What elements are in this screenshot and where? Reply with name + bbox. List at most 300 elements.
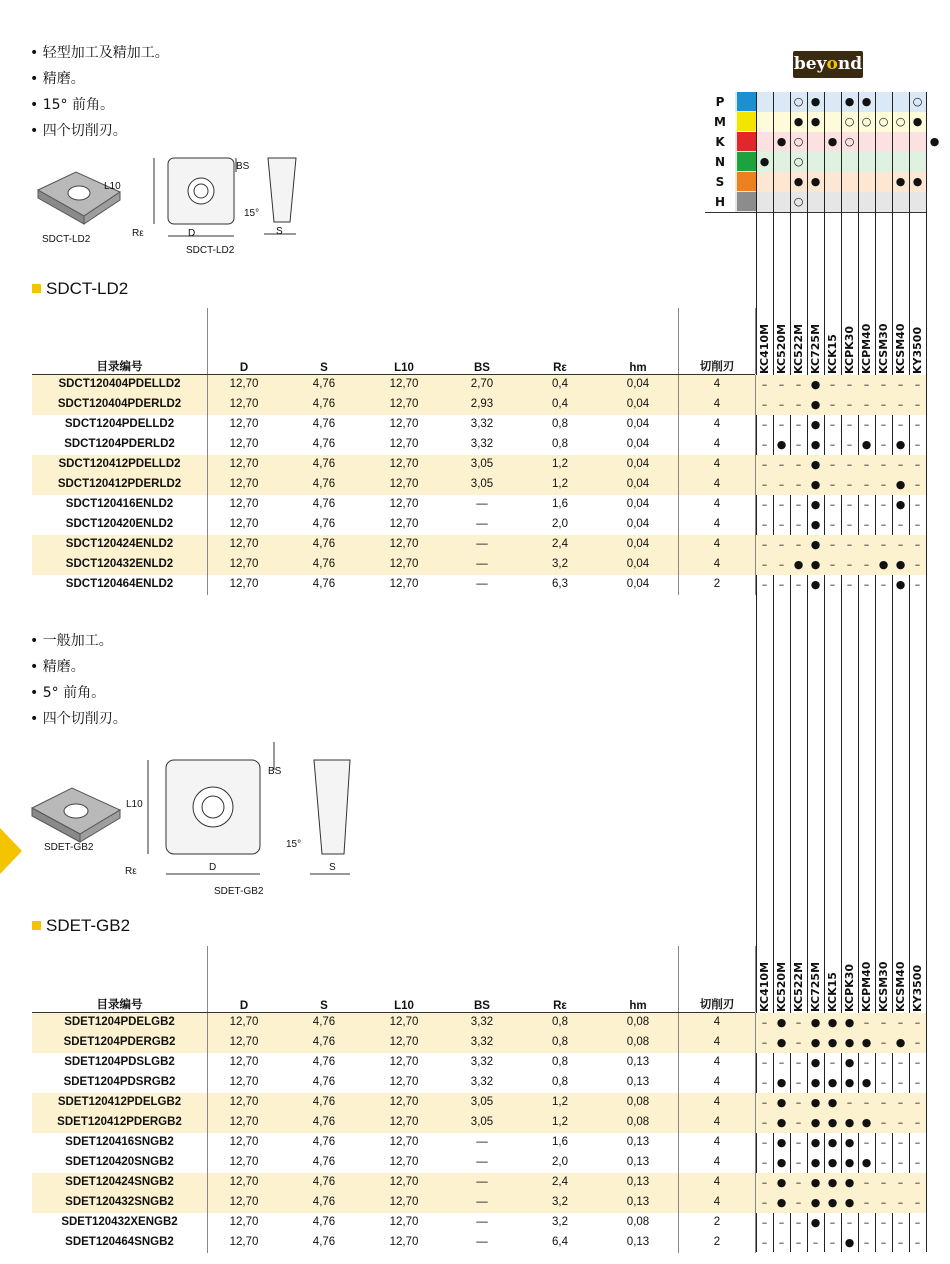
iso-color-swatch [737,192,756,211]
grade-cell: – [795,1216,802,1229]
grade-row [756,1193,926,1213]
grade-cell: – [795,458,802,471]
cell-code: SDET120424SNGB2 [65,1176,174,1188]
grade-cell: – [778,1236,785,1249]
feature-bullet: • 精磨。 [30,66,169,92]
cell-bs: 3,05 [470,478,494,490]
feature-bullet: • 5° 前角。 [30,680,127,706]
grade-cell: – [880,1136,887,1149]
cell-edges: 4 [713,538,721,550]
cell-hm: 0,04 [626,458,650,470]
cell-d: 12,70 [229,498,259,510]
grade-cell: – [795,1076,802,1089]
cell-l10: 12,70 [389,1076,419,1088]
grade-cell: ● [827,1096,838,1109]
cell-hm: 0,08 [626,1216,650,1228]
grade-cell: – [880,1036,887,1049]
grade-cell: – [846,518,853,531]
insert-side-view [310,760,350,874]
table-row [32,475,755,495]
grade-cell: – [778,558,785,571]
grade-cell: – [914,1096,921,1109]
grade-row [756,1033,926,1053]
iso-cell [824,112,841,132]
grade-cell: ● [827,1116,838,1129]
cell-code: SDCT120412PDERLD2 [57,478,182,490]
grade-cell: – [761,1196,768,1209]
grade-cell: – [761,1056,768,1069]
iso-cell: ○ [861,115,872,128]
cell-code: SDET1204PDELGB2 [64,1016,175,1028]
cell-bs: — [476,1196,488,1208]
cell-edges: 4 [713,518,721,530]
grade-label-kcpk30: KCPK30 [843,326,856,374]
label-re: Rε [125,866,137,877]
iso-cell: ● [827,135,838,148]
grade-cell: – [795,1036,802,1049]
label-s: S [276,226,283,237]
grade-cell: – [761,1036,768,1049]
cell-d: 12,70 [229,478,259,490]
cell-bs: 3,05 [470,458,494,470]
cell-re: 0,8 [552,438,568,450]
cell-l10: 12,70 [389,1056,419,1068]
grade-label-kck15: KCK15 [826,334,839,374]
cell-edges: 4 [713,1096,721,1108]
cell-bs: 3,05 [470,1096,494,1108]
grade-cell: – [778,578,785,591]
cell-d: 12,70 [229,398,259,410]
column-divider [678,1033,679,1053]
grade-cell: – [795,1116,802,1129]
grade-cell: ● [861,1036,872,1049]
column-divider [207,1033,208,1053]
iso-cell: ○ [895,115,906,128]
grade-cell: – [829,558,836,571]
cell-l10: 12,70 [389,1136,419,1148]
cell-hm: 0,13 [626,1196,650,1208]
grade-cell: – [795,1136,802,1149]
cell-s: 4,76 [312,498,336,510]
cell-code: SDET120416SNGB2 [65,1136,174,1148]
cell-d: 12,70 [229,1036,259,1048]
grade-cell: ● [844,1176,855,1189]
cell-hm: 0,13 [626,1056,650,1068]
iso-cell: ○ [844,135,855,148]
col-header-re: Rε [553,362,567,374]
iso-cell [773,92,790,112]
grade-cell: – [914,558,921,571]
feature-bullet: • 轻型加工及精加工。 [30,40,169,66]
feature-bullet: • 四个切削刃。 [30,118,169,144]
grade-cell: ● [810,398,821,411]
cell-s: 4,76 [312,438,336,450]
cell-re: 0,4 [552,398,568,410]
grade-cell: ● [895,498,906,511]
cell-edges: 4 [713,478,721,490]
column-divider [207,475,208,495]
grade-cell: – [829,438,836,451]
cell-re: 1,6 [552,1136,568,1148]
grade-cell: ● [895,438,906,451]
grade-cell: – [829,1056,836,1069]
grade-label-ky3500: KY3500 [911,964,924,1012]
col-header-edges: 切削刃 [699,361,735,373]
cell-s: 4,76 [312,458,336,470]
grade-cell: – [761,398,768,411]
cell-s: 4,76 [312,1176,336,1188]
iso-cell [824,192,841,212]
grade-cell: ● [810,538,821,551]
col-header-l10: L10 [394,362,414,374]
grade-cell: – [914,1036,921,1049]
iso-cell [756,192,773,212]
cell-bs: — [476,538,488,550]
cell-s: 4,76 [312,478,336,490]
grade-cell: – [863,1136,870,1149]
iso-color-swatch [737,92,756,111]
col-header-bs: BS [474,1000,490,1012]
grade-cell: – [863,1236,870,1249]
column-divider [678,575,679,595]
grade-row [756,1153,926,1173]
iso-cell [773,152,790,172]
iso-cell [858,152,875,172]
grade-cell: – [761,478,768,491]
iso-cell [807,132,824,152]
grade-cell: ● [776,1096,787,1109]
column-divider [678,946,679,1012]
table-row [32,1033,755,1053]
grade-cell: – [795,538,802,551]
feature-list-2 [30,628,127,732]
grade-cell: ● [810,438,821,451]
iso-cell [892,152,909,172]
grade-cell: – [846,398,853,411]
grade-row [756,475,926,495]
grade-cell: – [914,458,921,471]
iso-cell [858,132,875,152]
iso-cell: ● [912,175,923,188]
iso-row-m [705,112,927,133]
cell-s: 4,76 [312,558,336,570]
grade-cell: – [914,1216,921,1229]
cell-bs: — [476,1216,488,1228]
grade-cell: – [829,378,836,391]
grade-cell: – [863,558,870,571]
grade-cell: – [829,418,836,431]
grade-cell: ● [810,558,821,571]
grade-row [756,1093,926,1113]
table-row [32,1193,755,1213]
grade-cell: ● [827,1076,838,1089]
cell-edges: 2 [713,578,721,590]
column-divider [678,455,679,475]
grade-cell: ● [776,1156,787,1169]
cell-bs: — [476,1156,488,1168]
cell-hm: 0,08 [626,1116,650,1128]
grade-cell: – [846,498,853,511]
iso-cell [824,152,841,172]
column-divider [207,515,208,535]
cell-l10: 12,70 [389,458,419,470]
grade-cell: ● [776,1196,787,1209]
cell-code: SDCT120420ENLD2 [65,518,174,530]
grade-cell: – [795,418,802,431]
iso-cell [824,92,841,112]
cell-d: 12,70 [229,1196,259,1208]
column-divider [207,1173,208,1193]
grade-cell: – [795,1096,802,1109]
column-divider [678,495,679,515]
cell-re: 3,2 [552,1216,568,1228]
cell-edges: 4 [713,498,721,510]
cell-l10: 12,70 [389,498,419,510]
cell-d: 12,70 [229,1096,259,1108]
grade-cell: – [846,378,853,391]
grade-cell: ● [776,1176,787,1189]
iso-cell: ● [776,135,787,148]
iso-cell [892,192,909,212]
section-title-sdct: SDCT-LD2 [32,279,128,299]
grade-cell: – [880,1116,887,1129]
iso-cell: ● [759,155,770,168]
insert-3d-icon [32,788,120,842]
grade-label-kc522m: KC522M [792,961,805,1012]
iso-cell: ● [912,115,923,128]
iso-cell [875,192,892,212]
cell-l10: 12,70 [389,558,419,570]
cell-code: SDET1204PDSLGB2 [64,1056,175,1068]
table-row [32,1233,755,1253]
grade-cell: – [897,1236,904,1249]
grade-cell: – [863,1196,870,1209]
cell-edges: 4 [713,398,721,410]
grade-cell: – [897,1116,904,1129]
col-header-l10: L10 [394,1000,414,1012]
iso-cell [773,172,790,192]
grade-cell: – [914,1016,921,1029]
grade-cell: – [914,1116,921,1129]
grade-cell: – [795,1236,802,1249]
grade-cell: – [829,498,836,511]
grade-cell: – [914,1196,921,1209]
column-divider [207,455,208,475]
column-divider [207,1233,208,1253]
grade-cell: – [897,458,904,471]
col-header-code: 目录编号 [96,999,143,1011]
column-divider [678,535,679,555]
grade-cell: ● [810,458,821,471]
cell-code: SDET120432SNGB2 [65,1196,174,1208]
iso-cell [926,152,943,172]
table-row [32,1153,755,1173]
grade-cell: – [761,518,768,531]
cell-code: SDCT120404PDERLD2 [57,398,182,410]
column-divider [207,415,208,435]
iso-cell [909,192,926,212]
cell-bs: — [476,1136,488,1148]
cell-s: 4,76 [312,1196,336,1208]
col-header-d: D [239,1000,249,1012]
cell-l10: 12,70 [389,1116,419,1128]
table-row [32,555,755,575]
grade-cell: – [795,398,802,411]
column-divider [207,1013,208,1033]
grade-row [756,455,926,475]
col-header-hm: hm [629,362,647,374]
iso-cell: ● [844,95,855,108]
grade-label-kc725m: KC725M [809,323,822,374]
grade-cell: – [795,438,802,451]
grade-cell: ● [810,378,821,391]
grade-cell: – [846,578,853,591]
cell-hm: 0,13 [626,1156,650,1168]
grade-cell: ● [827,1196,838,1209]
grade-cell: – [761,1156,768,1169]
grade-cell: – [880,1016,887,1029]
iso-label: H [705,192,735,212]
grade-cell: ● [895,1036,906,1049]
cell-d: 12,70 [229,1156,259,1168]
cell-edges: 4 [713,1116,721,1128]
cell-l10: 12,70 [389,518,419,530]
cell-edges: 4 [713,1136,721,1148]
grade-label-kck15: KCK15 [826,972,839,1012]
grade-cell: ● [776,1016,787,1029]
cell-edges: 4 [713,458,721,470]
grade-cell: – [795,1056,802,1069]
grade-cell: ● [810,1076,821,1089]
grade-cell: ● [810,1016,821,1029]
grade-cell: – [863,578,870,591]
grade-cell: – [914,1136,921,1149]
iso-cell: ○ [793,135,804,148]
table-row [32,375,755,395]
cell-code: SDET1204PDERGB2 [63,1036,176,1048]
cell-s: 4,76 [312,1036,336,1048]
cell-code: SDET120432XENGB2 [61,1216,178,1228]
cell-l10: 12,70 [389,1036,419,1048]
column-divider [207,1053,208,1073]
cell-s: 4,76 [312,1236,336,1248]
grade-cell: – [863,518,870,531]
iso-cell [773,112,790,132]
iso-cell [875,152,892,172]
column-divider [207,495,208,515]
column-divider [678,1193,679,1213]
col-header-bs: BS [474,362,490,374]
column-divider [207,1153,208,1173]
grade-row [756,1073,926,1093]
column-divider [678,1093,679,1113]
cell-edges: 4 [713,418,721,430]
grade-label-ky3500: KY3500 [911,326,924,374]
cell-hm: 0,13 [626,1176,650,1188]
grade-cell: ● [895,558,906,571]
grade-cell: – [863,458,870,471]
cell-code: SDET120464SNGB2 [65,1236,174,1248]
grade-cell: – [761,558,768,571]
beyond-logo: beyond [793,51,863,78]
cell-d: 12,70 [229,1136,259,1148]
column-divider [678,395,679,415]
grade-cell: – [914,498,921,511]
grade-label-kcpk30: KCPK30 [843,964,856,1012]
col-header-s: S [320,1000,328,1012]
page-marker-triangle [0,828,22,874]
label-angle: 15° [286,839,302,850]
table-row [32,455,755,475]
grade-cell: – [846,1096,853,1109]
cell-s: 4,76 [312,1136,336,1148]
table-row [32,1113,755,1133]
label-bs: BS [268,766,282,777]
grade-cell: – [914,378,921,391]
cell-edges: 2 [713,1216,721,1228]
iso-color-swatch [737,152,756,171]
cell-code: SDCT120404PDELLD2 [58,378,181,390]
grade-cell: – [829,478,836,491]
grade-cell: – [846,558,853,571]
iso-cell: ○ [878,115,889,128]
table-row [32,515,755,535]
grade-cell: ● [844,1136,855,1149]
cell-s: 4,76 [312,418,336,430]
grade-row [756,1133,926,1153]
cell-edges: 4 [713,558,721,570]
cell-d: 12,70 [229,438,259,450]
iso-cell [756,172,773,192]
column-divider [678,1233,679,1253]
grade-cell: – [897,1096,904,1109]
grade-cell: – [880,1196,887,1209]
grade-cell: – [795,1156,802,1169]
column-divider [678,475,679,495]
grade-cell: ● [844,1036,855,1049]
table-row [32,1093,755,1113]
grade-cell: – [795,498,802,511]
iso-cell: ● [810,115,821,128]
grade-cell: – [897,518,904,531]
iso-label: P [705,92,735,112]
grade-cell: ● [861,1076,872,1089]
cell-s: 4,76 [312,1016,336,1028]
grade-cell: – [863,378,870,391]
col-header-hm: hm [629,1000,647,1012]
cell-code: SDET1204PDSRGB2 [63,1076,176,1088]
grade-cell: – [880,1176,887,1189]
grade-cell: – [761,1076,768,1089]
cell-d: 12,70 [229,418,259,430]
cell-code: SDET120412PDERGB2 [57,1116,182,1128]
grade-cell: – [880,378,887,391]
column-divider [207,555,208,575]
cell-re: 1,6 [552,498,568,510]
feature-list-1 [30,40,169,144]
grade-cell: – [914,1076,921,1089]
grade-cell: ● [844,1056,855,1069]
iso-cell [841,192,858,212]
label-re: Rε [132,228,144,239]
grade-cell: – [863,418,870,431]
grade-cell: – [863,478,870,491]
grade-cell: ● [861,1116,872,1129]
grade-cell: – [829,578,836,591]
table-row [32,1213,755,1233]
iso-cell: ○ [793,155,804,168]
cell-code: SDCT120416ENLD2 [65,498,174,510]
